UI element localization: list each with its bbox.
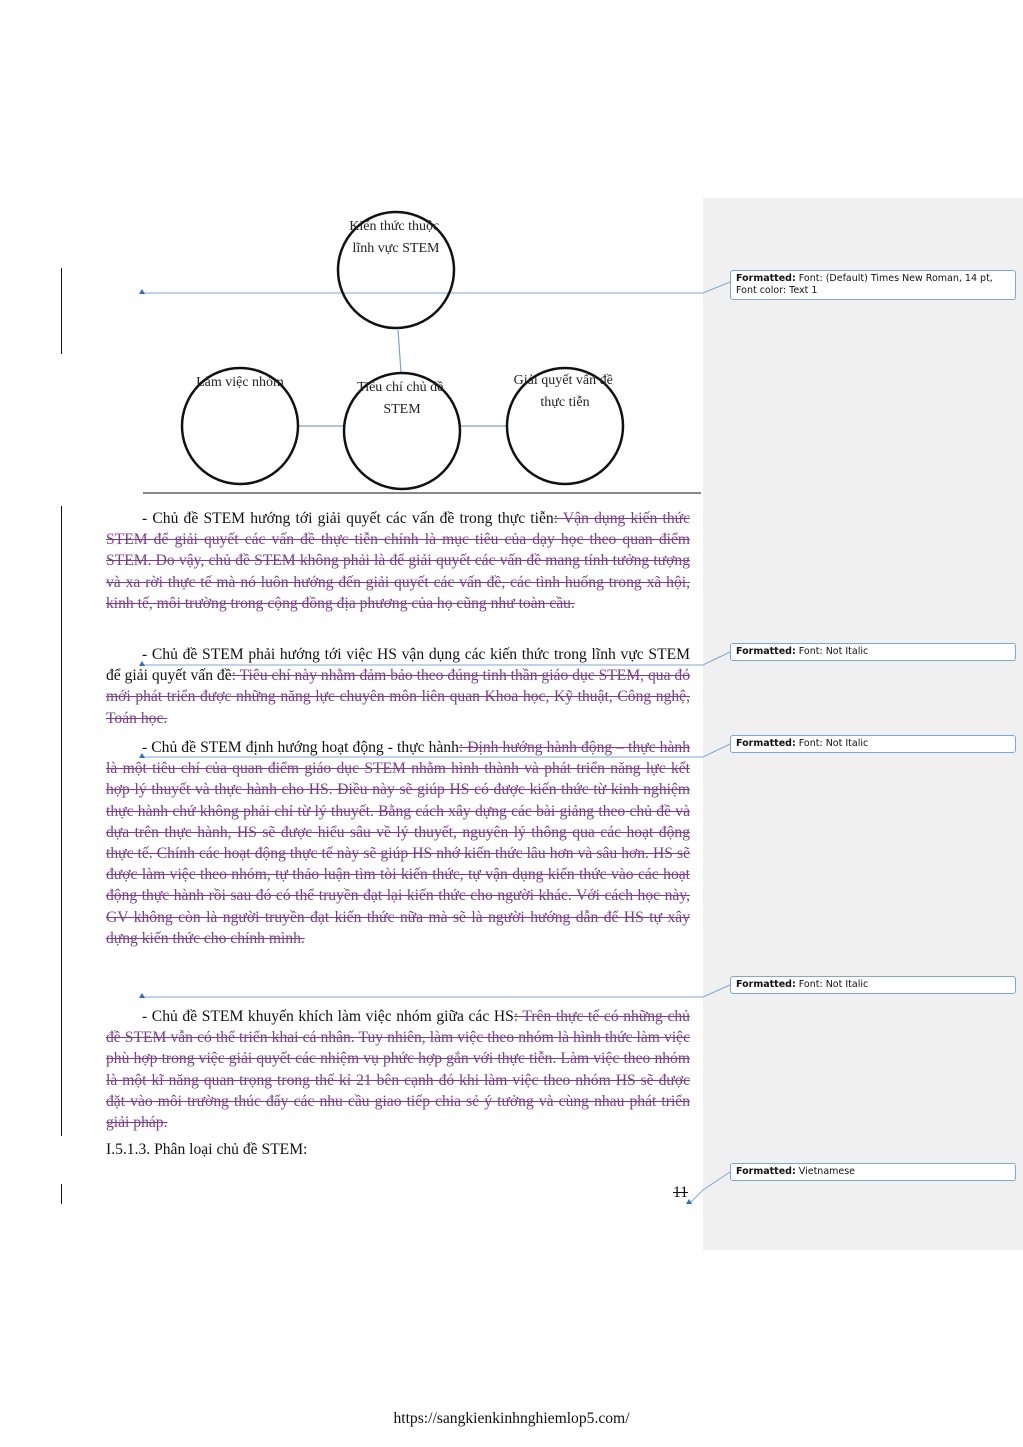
comment-bubble-1[interactable] — [730, 270, 1016, 300]
comment-text: Font: Not Italic — [798, 646, 869, 657]
paragraph-4 — [106, 1006, 690, 1133]
comment-label: Formatted: — [736, 646, 796, 657]
label-center — [357, 380, 447, 417]
comments-pane — [703, 198, 1023, 1250]
comment-label: Formatted: — [736, 738, 796, 749]
label-top — [349, 219, 443, 256]
change-bar — [61, 1184, 62, 1204]
change-bar — [61, 268, 62, 354]
comment-label: Formatted: — [736, 1166, 796, 1177]
deleted-text: : Định hướng hành động – thực hành là một tiêu chí của quan điểm giáo dục STEM nhằm hình thành và phát triển năng lực kết hợp lý thuyết và thực hành cho HS. Điều này sẽ giúp HS có được kiến thức từ kinh nghiệm thực hành chứ không phải chỉ từ lý thuyết. Bằng cách xây dựng các bài giảng theo chủ đề và dựa trên thực hành, HS sẽ được hiểu sâu về lý thuyết, nguyên lý thông qua các hoạt động thực tế. Chính các hoạt động thực tế này sẽ giúp HS nhớ kiến thức lâu hơn và sâu hơn. HS sẽ được làm việc theo nhóm, tự thảo luận tìm tòi kiến thức, tự vận dụng kiến thức vào các hoạt động thực hành rồi sau đó có thể truyền đạt lại kiến thức cho người khác. Với cách học này, GV không còn là người truyền đạt kiến thức nữa mà sẽ là người hướng dẫn để HS tự xây dựng kiến thức cho chính mình. — [106, 739, 690, 947]
label-center-line1: Tiêu chí chủ đề — [357, 380, 444, 395]
comment-anchor-icon[interactable] — [139, 993, 145, 998]
comment-bubble-3[interactable] — [730, 735, 1016, 753]
page-number: 11 — [673, 1184, 689, 1201]
label-top-line1: Kiến thức thuộc — [349, 219, 440, 234]
kept-text: - Chủ đề STEM định hướng hoạt động - thực hành — [142, 739, 459, 756]
deleted-text: : Trên thực tế có những chủ đề STEM vẫn có thể triển khai cá nhân. Tuy nhiên, làm việc theo nhóm là hình thức làm việc phù hợp trong việc giải quyết các nhiệm vụ phức hợp gắn với thực tiễn. Làm việc theo nhóm là một kĩ năng quan trọng trong thế kỉ 21 bên cạnh đó khi làm việc theo nhóm HS sẽ được đặt vào môi trường thúc đẩy các nhu cầu giao tiếp chia sẻ ý tưởng và cùng nhau phát triển giải pháp. — [106, 1008, 690, 1132]
connector-top — [398, 330, 401, 372]
comment-label: Formatted: — [736, 273, 796, 284]
label-right-line2: thực tiễn — [540, 395, 590, 410]
comment-label: Formatted: — [736, 979, 796, 990]
label-left — [196, 375, 284, 390]
paragraph-1 — [106, 508, 690, 614]
leader-line-4 — [143, 985, 730, 997]
comment-text: Vietnamese — [798, 1166, 856, 1177]
label-right — [514, 373, 617, 410]
paragraph-2 — [106, 644, 690, 729]
comment-bubble-4[interactable] — [730, 976, 1016, 994]
kept-text: - Chủ đề STEM hướng tới giải quyết các vấn đề trong thực tiễn — [142, 510, 554, 527]
deleted-text: : Tiêu chí này nhằm đảm bảo theo đúng tinh thần giáo dục STEM, qua đó mới phát triển được những năng lực chuyên môn liên quan Khoa học, Kỹ thuật, Công nghệ, Toán học. — [106, 667, 690, 727]
label-right-line1: Giải quyết vấn đề — [513, 373, 613, 388]
change-bar — [61, 506, 62, 1136]
label-top-line2: lĩnh vực STEM — [352, 241, 440, 256]
comment-text: Font: Not Italic — [798, 738, 869, 749]
kept-text: - Chủ đề STEM phải hướng tới việc HS vận dụng các kiến thức trong lĩnh vực STEM để giải quyết vấn đề — [106, 646, 690, 685]
paragraph-3 — [106, 737, 690, 949]
deleted-text: : Vận dụng kiến thức STEM để giải quyết các vấn đề thực tiễn chính là mục tiêu của dạy học theo quan điểm STEM. Do vậy, chủ đề STEM không phải là để giải quyết các vấn đề mang tính tưởng tượng và xa rời thực tế mà nó luôn hướng đến giải quyết các vấn đề, các tình huống trong xã hội, kinh tế, môi trường trong cộng đồng địa phương của họ cũng như toàn cầu. — [106, 510, 691, 612]
kept-text: - Chủ đề STEM khuyến khích làm việc nhóm giữa các HS — [142, 1008, 514, 1025]
comment-text: Font: (Default) Times New Roman, 14 pt, Font color: Text 1 — [736, 273, 993, 296]
label-left-line1: Làm việc nhóm — [196, 375, 284, 390]
comment-text: Font: Not Italic — [798, 979, 869, 990]
label-center-line2: STEM — [383, 402, 421, 417]
comment-bubble-2[interactable] — [730, 643, 1016, 661]
stem-criteria-diagram — [140, 200, 740, 500]
comment-bubble-5[interactable] — [730, 1163, 1016, 1181]
footer-url[interactable]: https://sangkienkinhnghiemlop5.com/ — [393, 1410, 630, 1427]
section-heading: I.5.1.3. Phân loại chủ đề STEM: — [106, 1141, 308, 1158]
